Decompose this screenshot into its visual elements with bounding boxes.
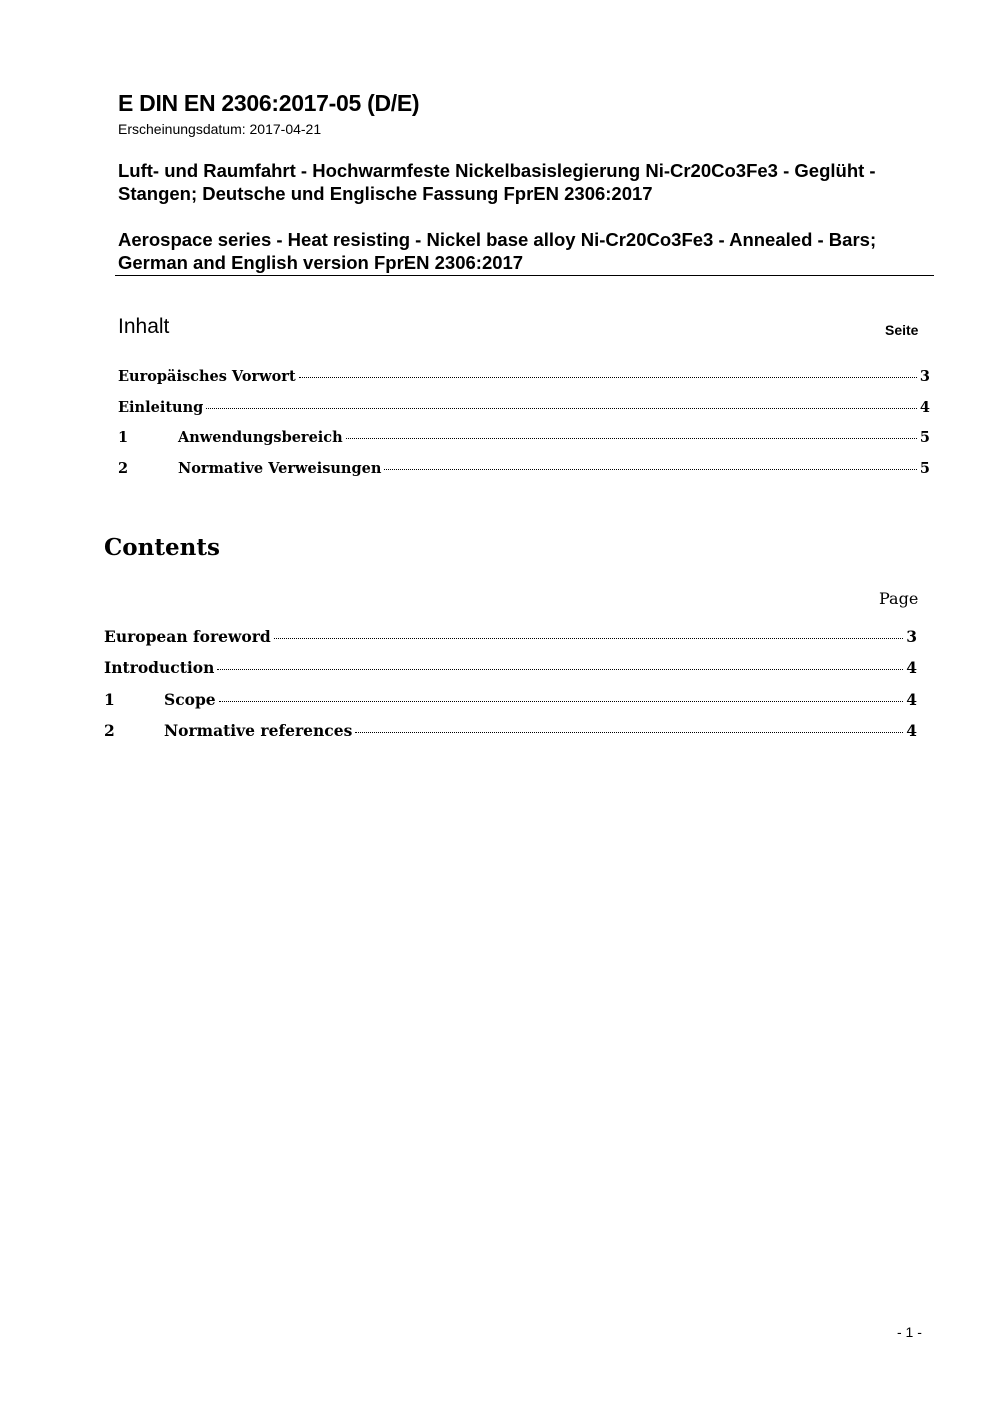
toc-entry-page: 3 (919, 368, 930, 385)
toc-list-en (104, 627, 917, 752)
toc-leader-dots (384, 469, 917, 470)
toc-entry-title: Anwendungsbereich (178, 429, 343, 446)
toc-entry-title: Normative Verweisungen (178, 459, 382, 477)
toc-leader-dots (299, 377, 917, 378)
toc-page-label-en: Page (879, 589, 919, 608)
toc-entry-de[interactable] (118, 460, 930, 491)
toc-entry-en[interactable] (104, 627, 917, 658)
toc-entry-page: 4 (906, 658, 917, 678)
toc-entry-page: 5 (919, 459, 930, 477)
toc-entry-title: Normative references (164, 720, 353, 740)
toc-entry-page: 5 (919, 429, 930, 446)
header-divider (115, 275, 934, 276)
toc-entry-en[interactable] (104, 721, 917, 752)
toc-entry-title: European foreword (104, 627, 271, 646)
toc-leader-dots (206, 408, 917, 409)
toc-heading-de: Inhalt (118, 315, 170, 338)
toc-entry-en[interactable] (104, 690, 917, 721)
publication-date: Erscheinungsdatum: 2017-04-21 (118, 121, 322, 137)
toc-entry-page: 3 (906, 627, 917, 646)
toc-leader-dots (355, 732, 903, 733)
toc-entry-title: Einleitung (118, 398, 204, 416)
toc-page-label-de: Seite (885, 322, 919, 338)
title-english: Aerospace series - Heat resisting - Nickel base alloy Ni-Cr20Co3Fe3 - Annealed - Bars; German and English version FprEN 2306:2017 (118, 229, 877, 273)
toc-heading-en: Contents (104, 534, 220, 561)
toc-entry-number: 1 (104, 689, 115, 709)
toc-entry-de[interactable] (118, 429, 930, 460)
toc-entry-title: Introduction (104, 658, 215, 678)
toc-entry-page: 4 (906, 720, 917, 740)
toc-entry-de[interactable] (118, 399, 930, 430)
title-german: Luft- und Raumfahrt - Hochwarmfeste Nickelbasislegierung Ni-Cr20Co3Fe3 - Geglüht - Stangen; Deutsche und Englische Fassung FprEN 2306:2017 (118, 160, 876, 204)
toc-entry-title: Scope (164, 689, 216, 709)
page-number: - 1 - (897, 1324, 922, 1340)
toc-entry-page: 4 (906, 689, 917, 709)
toc-entry-number: 2 (118, 459, 129, 477)
toc-entry-number: 2 (104, 720, 115, 740)
toc-leader-dots (219, 701, 904, 702)
toc-leader-dots (346, 438, 917, 439)
toc-entry-title: Europäisches Vorwort (118, 368, 296, 385)
toc-leader-dots (217, 669, 903, 670)
toc-entry-number: 1 (118, 429, 129, 446)
toc-entry-page: 4 (919, 398, 930, 416)
document-id: E DIN EN 2306:2017-05 (D/E) (118, 90, 420, 116)
toc-entry-en[interactable] (104, 658, 917, 689)
toc-leader-dots (274, 638, 903, 639)
toc-entry-de[interactable] (118, 368, 930, 399)
toc-list-de (118, 368, 930, 490)
